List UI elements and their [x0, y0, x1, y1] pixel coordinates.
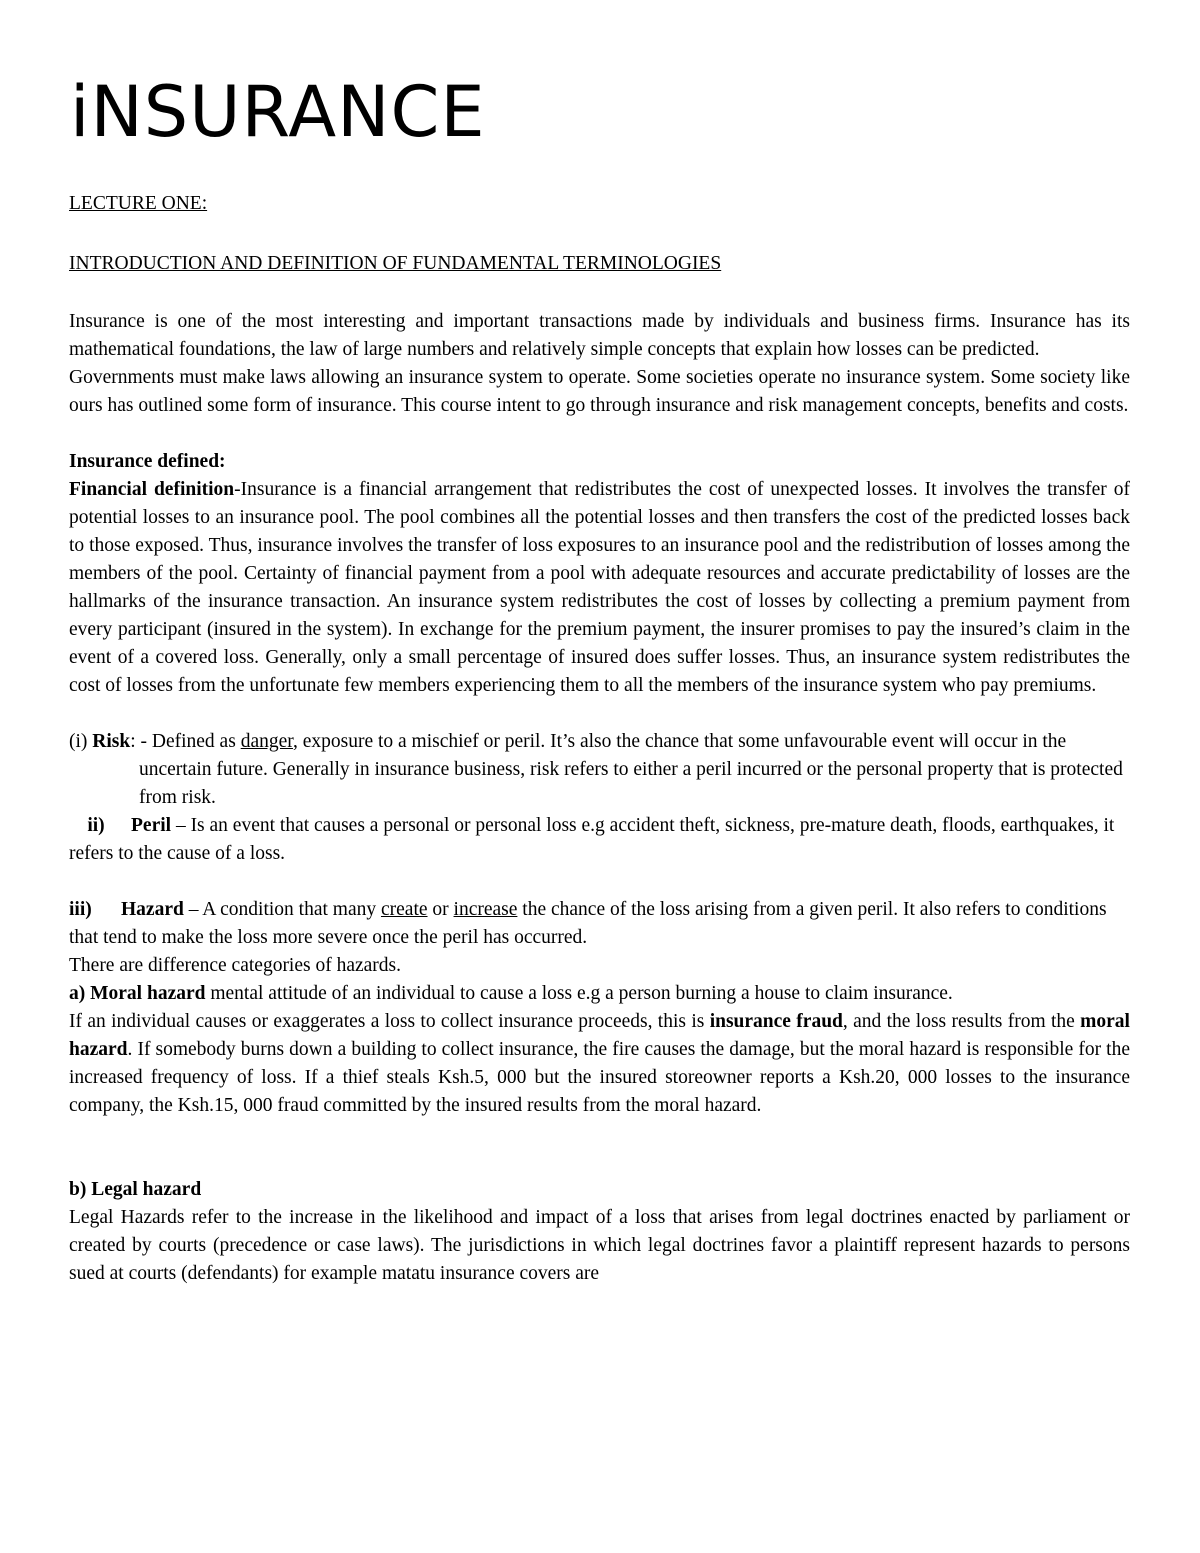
section-heading: INTRODUCTION AND DEFINITION OF FUNDAMENTAL TERMINOLOGIES: [69, 253, 722, 274]
document-title: iNSURANCE: [70, 71, 486, 153]
hazard-underlined-create: create: [380, 899, 428, 920]
financial-definition-text: -Insurance is a financial arrangement that redistributes the cost of unexpected losses. It involves the transfer of potential losses to an insurance pool. The pool combines all the potential losses and then transfers the cost of the predicted losses back to those exposed. Thus, insurance involves the transfer of loss exposures to an insurance pool and the redistribution of losses among the members of the pool. Certainty of financial payment from a pool with adequate resources and accurate predictability of losses are the hallmarks of the insurance transaction. An insurance system redistributes the cost of losses by collecting a premium payment from every participant (insured in the system). In exchange for the premium payment, the insurer promises to pay the insured’s claim in the event of a covered loss. Generally, only a small percentage of insured does suffer losses. Thus, an insurance system redistributes the cost of losses from the unfortunate few members experiencing them to all the members of the insurance system who pay premiums.: [69, 479, 1130, 696]
peril-text: – Is an event that causes a personal or personal loss e.g accident theft, sickness, pre-mature death, floods, earthquakes, it refers to the cause of a loss.: [69, 815, 1115, 864]
moral-hazard-paragraph: [69, 980, 1130, 1008]
hazard-text-pre: – A condition that many: [183, 899, 381, 920]
financial-definition-label: Financial definition: [69, 479, 235, 500]
risk-text-pre: : - Defined as: [130, 731, 241, 752]
hazard-text-post: the chance of the loss arising from a given peril. It also refers to conditions that tend to make the loss more severe once the peril has occurred.: [69, 899, 1107, 948]
risk-underlined-word: danger: [240, 731, 293, 752]
hazard-text-mid: or: [427, 899, 454, 920]
moral-hazard-text: mental attitude of an individual to cause a loss e.g a person burning a house to claim insurance.: [205, 983, 953, 1004]
risk-label: Risk: [92, 731, 131, 752]
hazard-definition: [69, 896, 1130, 952]
hazard-underlined-increase: increase: [453, 899, 518, 920]
fraud-bold-moral-hazard: moral hazard: [69, 1011, 1130, 1060]
risk-definition: [69, 728, 1130, 812]
hazard-categories-line: There are difference categories of hazards.: [69, 955, 402, 976]
fraud-text-post: . If somebody burns down a building to collect insurance, the fire causes the damage, but the moral hazard is responsible for the increased frequency of loss. If a thief steals Ksh.5, 000 but the insured storeowner reports a Ksh.20, 000 losses to the insurance company, the Ksh.15, 000 fraud committed by the insured results from the moral hazard.: [69, 1039, 1130, 1116]
risk-number: (i): [69, 731, 93, 752]
insurance-defined-heading: Insurance defined:: [69, 451, 226, 472]
legal-hazard-heading: b) Legal hazard: [69, 1179, 202, 1200]
hazard-label: Hazard: [121, 899, 184, 920]
peril-label: Peril: [131, 815, 172, 836]
fraud-paragraph: [69, 1008, 1130, 1120]
fraud-bold-insurance-fraud: insurance fraud: [709, 1011, 843, 1032]
financial-definition-paragraph: [69, 476, 1130, 700]
peril-number: ii): [87, 815, 105, 836]
moral-hazard-label: a) Moral hazard: [69, 983, 206, 1004]
fraud-text-pre: If an individual causes or exaggerates a loss to collect insurance proceeds, this is: [69, 1011, 710, 1032]
legal-hazard-paragraph: Legal Hazards refer to the increase in the likelihood and impact of a loss that arises from legal doctrines enacted by parliament or created by courts (precedence or case laws). The jurisdictions in which legal doctrines favor a plaintiff represent hazards to persons sued at courts (defendants) for example matatu insurance covers are: [69, 1207, 1130, 1284]
peril-definition: [69, 812, 1130, 868]
intro-paragraph-2: Governments must make laws allowing an insurance system to operate. Some societies operate no insurance system. Some society like ours has outlined some form of insurance. This course intent to go through insurance and risk management concepts, benefits and costs.: [69, 367, 1130, 416]
intro-paragraph-1: Insurance is one of the most interesting and important transactions made by individuals and business firms. Insurance has its mathematical foundations, the law of large numbers and relatively simple concepts that explain how losses can be predicted.: [69, 311, 1130, 360]
fraud-text-mid: , and the loss results from the: [842, 1011, 1081, 1032]
risk-text-post: , exposure to a mischief or peril. It’s also the chance that some unfavourable event will occur in the uncertain future. Generally in insurance business, risk refers to either a peril incurred or the personal property that is protected from risk.: [139, 731, 1123, 808]
hazard-number: iii): [69, 899, 92, 920]
document-body: [69, 190, 1130, 1288]
lecture-heading: LECTURE ONE:: [69, 193, 208, 214]
